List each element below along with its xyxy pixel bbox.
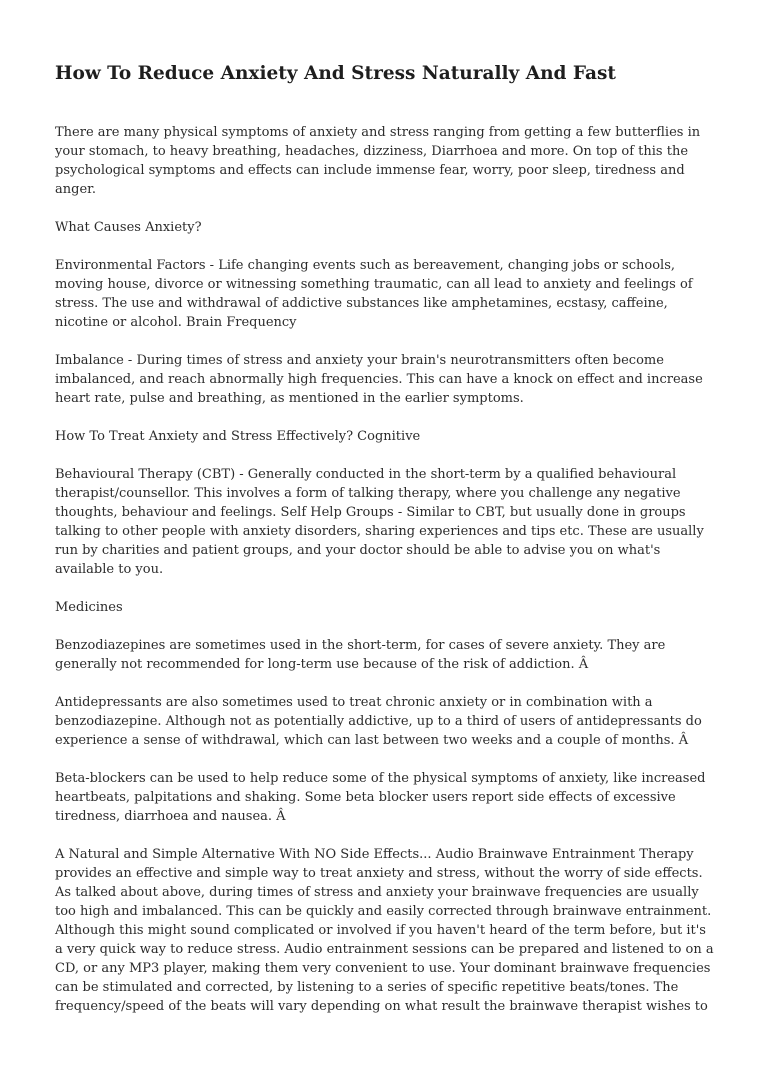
paragraph-beta-blockers: Beta-blockers can be used to help reduce some of the physical symptoms of anxiety, like increased heartbeats, palpitations and shaking. Some beta blocker users report side effects of excessive tiredness, diarrhoea and nausea. Â xyxy=(55,771,706,824)
paragraph-natural-alternative: A Natural and Simple Alternative With NO Side Effects... Audio Brainwave Entrainment Therapy provides an effective and simple way to treat anxiety and stress, without the worry of side effects. As talked about above, during times of stress and anxiety your brainwave frequencies are usually too high and imbalanced. This can be quickly and easily corrected through brainwave entrainment. Although this might sound complicated or involved if you haven't heard of the term before, but it's a very quick way to reduce stress. Audio entrainment sessions can be prepared and listened to on a CD, or any MP3 player, making them very convenient to use. Your dominant brainwave frequencies can be stimulated and corrected, by listening to a series of specific repetitive beats/tones. The frequency/speed of the beats will vary depending on what result the brainwave therapist wishes to xyxy=(55,847,714,1014)
paragraph-behavioural-therapy: Behavioural Therapy (CBT) - Generally conducted in the short-term by a qualified behavioural therapist/counsellor. This involves a form of talking therapy, where you challenge any negative thoughts, behaviour and feelings. Self Help Groups - Similar to CBT, but usually done in groups talking to other people with anxiety disorders, sharing experiences and tips etc. These are usually run by charities and patient groups, and your doctor should be able to advise you on what's available to you. xyxy=(55,467,704,577)
heading-medicines: Medicines xyxy=(55,600,123,615)
paragraph-imbalance: Imbalance - During times of stress and anxiety your brain's neurotransmitters often become imbalanced, and reach abnormally high frequencies. This can have a knock on effect and increase heart rate, pulse and breathing, as mentioned in the earlier symptoms. xyxy=(55,353,703,406)
heading-what-causes-anxiety: What Causes Anxiety? xyxy=(55,220,202,235)
paragraph-environmental-factors: Environmental Factors - Life changing events such as bereavement, changing jobs or schools, moving house, divorce or witnessing something traumatic, can all lead to anxiety and feelings of stress. The use and withdrawal of addictive substances like amphetamines, ecstasy, caffeine, nicotine or alcohol. Brain Frequency xyxy=(55,258,693,330)
paragraph-intro: There are many physical symptoms of anxiety and stress ranging from getting a few butterflies in your stomach, to heavy breathing, headaches, dizziness, Diarrhoea and more. On top of this the psychological symptoms and effects can include immense fear, worry, poor sleep, tiredness and anger. xyxy=(55,125,701,197)
heading-how-to-treat: How To Treat Anxiety and Stress Effectively? Cognitive xyxy=(55,429,421,444)
page-title: How To Reduce Anxiety And Stress Naturally And Fast xyxy=(55,63,616,84)
paragraph-benzodiazepines: Benzodiazepines are sometimes used in the short-term, for cases of severe anxiety. They are generally not recommended for long-term use because of the risk of addiction. Â xyxy=(55,638,666,672)
paragraph-antidepressants: Antidepressants are also sometimes used to treat chronic anxiety or in combination with a benzodiazepine. Although not as potentially addictive, up to a third of users of antidepressants do experience a sense of withdrawal, which can last between two weeks and a couple of months. Â xyxy=(55,695,702,748)
document-body xyxy=(55,123,715,1035)
